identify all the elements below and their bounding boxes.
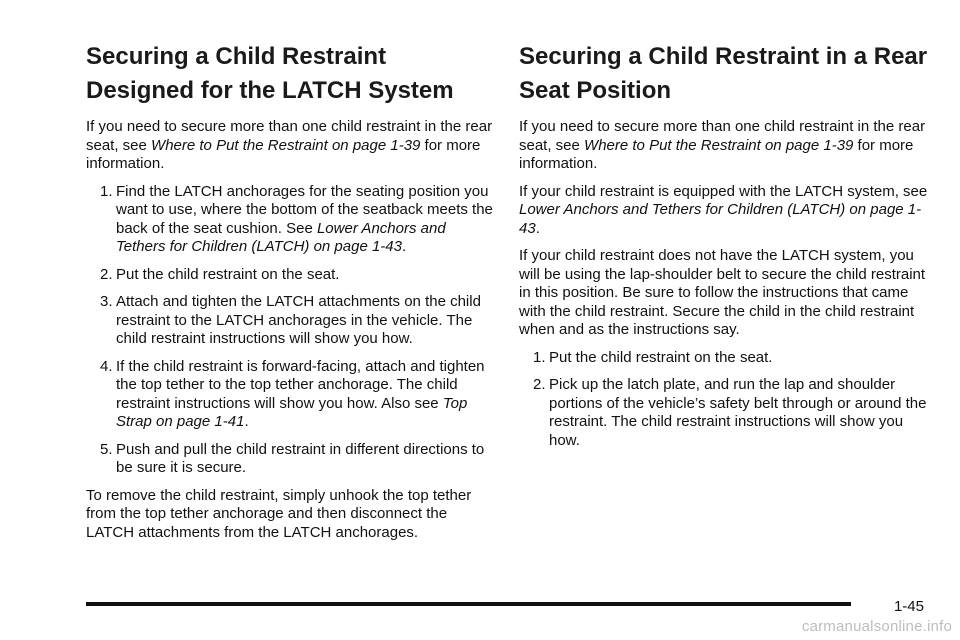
left-column <box>86 40 494 551</box>
list-item: 4. If the child restraint is forward-facing, attach and tighten the top tether to the top tether anchorage. The child restraint instructions will show you how. Also see Top Strap on page 1-41. <box>100 357 485 430</box>
right-para-2: If your child restraint is equipped with the LATCH system, see Lower Anchors and Tethers for Children (LATCH) on page 1-43. <box>519 182 928 237</box>
right-steps-list <box>519 349 929 451</box>
right-para-1: If you need to secure more than one child restraint in the rear seat, see Where to Put the Restraint on page 1-39 for more information. <box>519 118 926 172</box>
cross-reference: Lower Anchors and Tethers for Children (LATCH) on page 1-43 <box>116 219 446 255</box>
list-item: 2. Put the child restraint on the seat. <box>100 265 340 283</box>
left-steps-list <box>86 183 494 478</box>
footer-rule <box>86 602 851 606</box>
right-para-3: If your child restraint does not have the LATCH system, you will be using the lap-shoulder belt to secure the child restraint in this position. Be sure to follow the instructions that came with the child restraint. Secure the child in the child restraint when and as the instructions say. <box>519 247 926 338</box>
list-item: 5. Push and pull the child restraint in different directions to be sure it is secure. <box>100 440 485 476</box>
cross-reference: Where to Put the Restraint on page 1-39 <box>584 136 854 154</box>
left-heading: Securing a Child Restraint Designed for the LATCH System <box>86 43 454 104</box>
list-item: 3. Attach and tighten the LATCH attachments on the child restraint to the LATCH anchorages in the vehicle. The child restraint instructions will show you how. <box>100 293 481 347</box>
cross-reference: Lower Anchors and Tethers for Children (LATCH) on page 1-43 <box>519 201 922 237</box>
cross-reference: Where to Put the Restraint on page 1-39 <box>151 136 421 154</box>
list-item: 1. Put the child restraint on the seat. <box>533 348 773 366</box>
list-item: 2. Pick up the latch plate, and run the lap and shoulder portions of the vehicle’s safety belt through or around the restraint. The child restraint instructions will show you how. <box>533 376 927 449</box>
cross-reference: Top Strap on page 1-41 <box>116 394 468 430</box>
right-column <box>519 40 929 459</box>
watermark: carmanualsonline.info <box>801 618 952 635</box>
left-closing: To remove the child restraint, simply unhook the top tether from the top tether anchorage and then disconnect the LATCH attachments from the LATCH anchorages. <box>86 486 472 541</box>
page-number: 1-45 <box>893 598 924 615</box>
right-heading: Securing a Child Restraint in a Rear Seat Position <box>519 43 928 104</box>
left-intro: If you need to secure more than one child restraint in the rear seat, see Where to Put the Restraint on page 1-39 for more information. <box>86 118 493 172</box>
list-item: 1. Find the LATCH anchorages for the seating position you want to use, where the bottom of the seatback meets the back of the seat cushion. See Lower Anchors and Tethers for Children (LATCH) on page 1-43. <box>100 182 493 255</box>
